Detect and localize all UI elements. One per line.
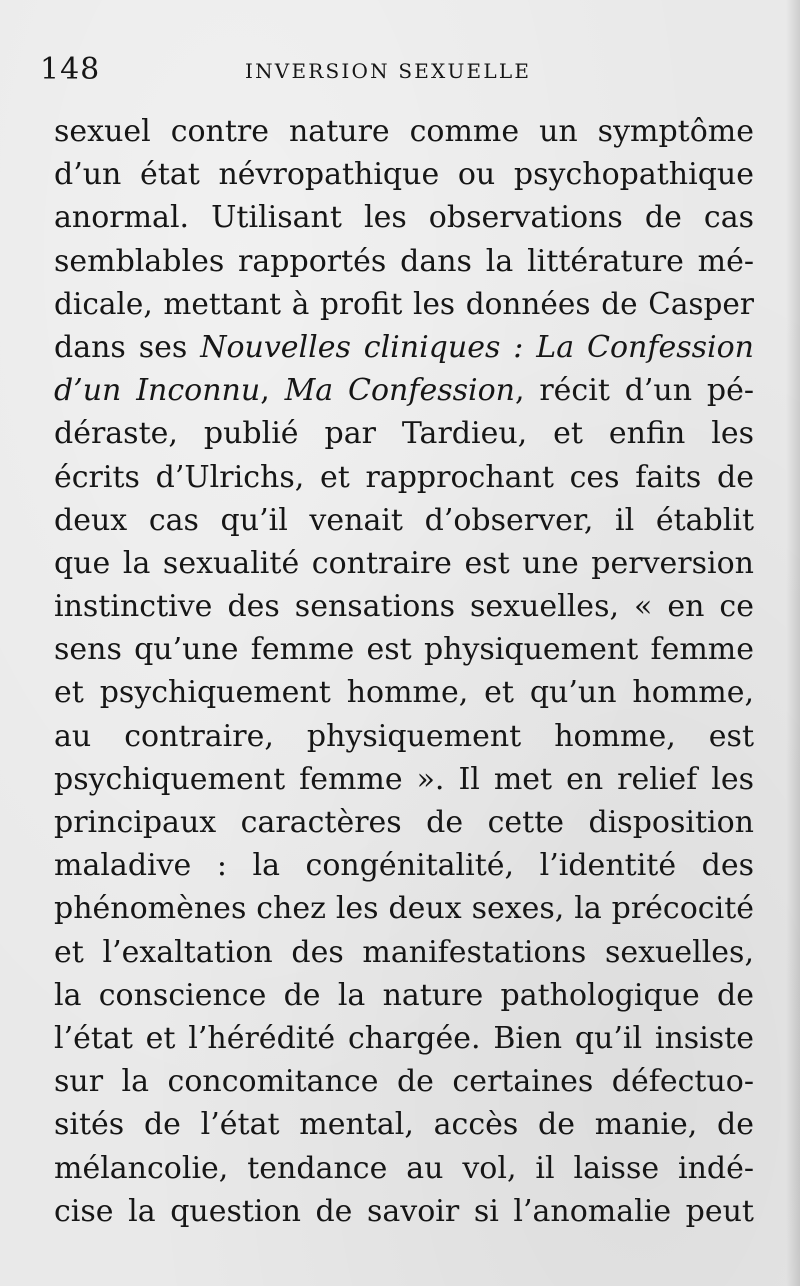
text-line: déraste, publié par Tardieu, et enfin les bbox=[54, 416, 754, 452]
running-title: INVERSION SEXUELLE bbox=[245, 59, 532, 83]
text-line: que la sexualité contraire est une perversion bbox=[54, 545, 754, 581]
page-edge-shadow bbox=[786, 0, 800, 1286]
text-line: dicale, mettant à profit les données de Casper bbox=[54, 286, 754, 321]
text-line: l’état et l’hérédité chargée. Bien qu’il insiste bbox=[54, 1020, 754, 1056]
text-line: semblables rapportés dans la littérature mé- bbox=[54, 243, 754, 279]
text-line: écrits d’Ulrichs, et rapprochant ces faits de bbox=[54, 459, 754, 495]
text-line: d’un Inconnu, Ma Confession, récit d’un pé- bbox=[54, 373, 754, 409]
text-line: d’un état névropathique ou psychopathique bbox=[54, 157, 754, 193]
text-line: phénomènes chez les deux sexes, la précocité bbox=[54, 891, 754, 927]
text-line: sités de l’état mental, accès de manie, de bbox=[54, 1107, 754, 1143]
italic-title: Ma Confession bbox=[284, 373, 515, 409]
text-line: instinctive des sensations sexuelles, « en ce bbox=[54, 589, 754, 625]
text-line: anormal. Utilisant les observations de cas bbox=[54, 200, 754, 236]
text-line: et l’exaltation des manifestations sexuelles, bbox=[54, 934, 754, 970]
text-line: principaux caractères de cette disposition bbox=[54, 805, 754, 840]
text-line: et psychiquement homme, et qu’un homme, bbox=[54, 675, 754, 711]
text-line: la conscience de la nature pathologique de bbox=[54, 977, 754, 1013]
running-head bbox=[40, 52, 760, 88]
page-number: 148 bbox=[40, 52, 101, 87]
text-line: sur la concomitance de certaines défectuo- bbox=[54, 1064, 754, 1100]
text-line: cise la question de savoir si l’anomalie peut bbox=[54, 1193, 754, 1229]
body-text bbox=[54, 110, 754, 1233]
text-line: dans ses Nouvelles cliniques : La Confession bbox=[54, 329, 754, 365]
text-line: maladive : la congénitalité, l’identité des bbox=[54, 848, 754, 884]
text-line: sens qu’une femme est physiquement femme bbox=[54, 632, 754, 668]
italic-title: Nouvelles cliniques : La Confession bbox=[200, 329, 754, 365]
italic-title: d’un Inconnu bbox=[54, 373, 261, 409]
text-line: au contraire, physiquement homme, est bbox=[54, 718, 754, 754]
text-line: deux cas qu’il venait d’observer, il établit bbox=[54, 502, 754, 538]
text-line: psychiquement femme ». Il met en relief les bbox=[54, 761, 754, 797]
text-line: sexuel contre nature comme un symptôme bbox=[54, 114, 754, 149]
text-line: mélancolie, tendance au vol, il laisse indé- bbox=[54, 1150, 754, 1186]
